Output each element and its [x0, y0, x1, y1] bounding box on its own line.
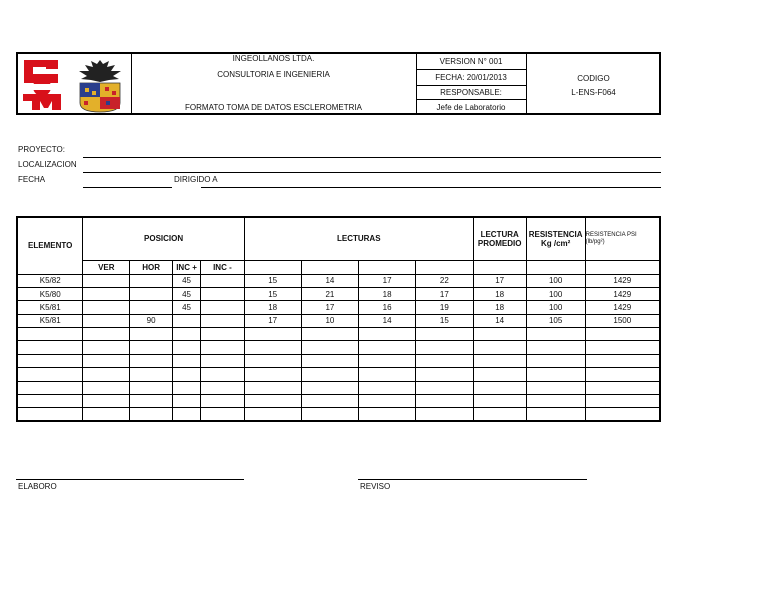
table-row [17, 287, 660, 300]
table-cell[interactable]: 100 [526, 287, 585, 300]
table-cell[interactable] [416, 354, 474, 367]
table-cell[interactable] [301, 354, 359, 367]
table-cell[interactable]: 17 [301, 301, 359, 314]
subheader-ver: VER [83, 260, 130, 274]
table-cell[interactable] [526, 328, 585, 341]
header-lectura-promedio-line1: LECTURA [480, 229, 519, 239]
subheader-hor: HOR [130, 260, 173, 274]
table-cell[interactable] [130, 381, 173, 394]
table-cell[interactable] [301, 408, 359, 421]
table-cell[interactable] [416, 395, 474, 408]
table-cell[interactable] [173, 368, 201, 381]
header-elemento: ELEMENTO [17, 217, 83, 274]
table-row [17, 328, 660, 341]
table-row [17, 274, 660, 287]
table-cell[interactable] [473, 395, 526, 408]
table-row [17, 341, 660, 354]
table-cell[interactable] [17, 354, 83, 367]
data-table [16, 216, 661, 422]
table-cell[interactable] [526, 341, 585, 354]
table-cell[interactable] [130, 287, 173, 300]
table-cell[interactable] [473, 328, 526, 341]
proyecto-field[interactable] [83, 157, 661, 158]
table-cell[interactable] [585, 368, 660, 381]
version-label: VERSION N° 001 [439, 57, 503, 66]
table-cell[interactable] [359, 354, 416, 367]
table-cell[interactable] [301, 368, 359, 381]
table-cell[interactable] [244, 408, 301, 421]
header-resistencia-psi-line2: (lb/pg²) [585, 238, 605, 245]
table-row [17, 301, 660, 314]
table-cell[interactable] [200, 341, 244, 354]
table-cell[interactable] [473, 354, 526, 367]
table-cell[interactable] [130, 274, 173, 287]
table-cell[interactable] [173, 354, 201, 367]
table-cell[interactable] [473, 381, 526, 394]
table-row [17, 395, 660, 408]
dirigido-label: DIRIGIDO A [174, 175, 218, 184]
table-cell[interactable]: 15 [244, 274, 301, 287]
table-cell[interactable]: 100 [526, 301, 585, 314]
table-cell[interactable] [173, 314, 201, 327]
company-subtitle: CONSULTORIA E INGENIERIA [217, 70, 330, 79]
table-cell[interactable]: 16 [359, 301, 416, 314]
fecha-label: FECHA [18, 175, 46, 184]
table-cell[interactable] [585, 341, 660, 354]
table-cell[interactable] [473, 368, 526, 381]
table-cell[interactable] [130, 368, 173, 381]
table-cell[interactable] [244, 381, 301, 394]
table-cell[interactable] [17, 328, 83, 341]
table-row [17, 381, 660, 394]
table-cell[interactable]: K5/82 [17, 274, 83, 287]
table-cell[interactable] [130, 328, 173, 341]
crest-emblem [72, 56, 128, 114]
table-cell[interactable] [83, 395, 130, 408]
table-cell[interactable] [200, 354, 244, 367]
table-cell[interactable] [130, 395, 173, 408]
table-cell[interactable] [173, 341, 201, 354]
table-cell[interactable] [526, 408, 585, 421]
table-cell[interactable] [173, 408, 201, 421]
table-cell[interactable] [83, 301, 130, 314]
header-divider [416, 69, 526, 70]
table-cell[interactable]: 1429 [585, 274, 660, 287]
table-cell[interactable] [359, 341, 416, 354]
format-title: FORMATO TOMA DE DATOS ESCLEROMETRIA [185, 103, 362, 112]
table-cell[interactable] [130, 301, 173, 314]
table-row [17, 354, 660, 367]
table-cell[interactable]: 18 [473, 287, 526, 300]
header-divider [526, 54, 527, 113]
subheader-inc-minus: INC - [200, 260, 244, 274]
subheader-empty [244, 260, 301, 274]
table-cell[interactable]: 18 [244, 301, 301, 314]
table-cell[interactable] [200, 395, 244, 408]
table-cell[interactable] [301, 328, 359, 341]
table-cell[interactable] [173, 328, 201, 341]
header-resistencia-psi [585, 217, 660, 260]
table-cell[interactable] [83, 408, 130, 421]
table-cell[interactable]: 105 [526, 314, 585, 327]
table-cell[interactable]: 1429 [585, 301, 660, 314]
table-cell[interactable]: 45 [173, 274, 201, 287]
table-cell[interactable] [17, 395, 83, 408]
table-cell[interactable] [585, 395, 660, 408]
table-cell[interactable] [585, 408, 660, 421]
header-resistencia-psi-line1: RESISTENCIA PSI [585, 231, 637, 238]
elaboro-label: ELABORO [18, 482, 57, 491]
table-cell[interactable]: K5/81 [17, 314, 83, 327]
header-lectura-promedio [473, 217, 526, 260]
table-cell[interactable]: 1429 [585, 287, 660, 300]
table-cell[interactable] [526, 381, 585, 394]
table-cell[interactable] [416, 368, 474, 381]
header-lecturas: LECTURAS [244, 217, 473, 260]
table-cell[interactable] [17, 368, 83, 381]
table-cell[interactable] [301, 341, 359, 354]
localizacion-field[interactable] [83, 172, 661, 173]
table-cell[interactable]: 17 [473, 274, 526, 287]
table-cell[interactable]: 15 [244, 287, 301, 300]
reviso-label: REVISO [360, 482, 391, 491]
table-cell[interactable] [200, 301, 244, 314]
table-cell[interactable] [244, 328, 301, 341]
responsable-label: RESPONSABLE: [440, 88, 502, 97]
table-cell[interactable]: 15 [416, 314, 474, 327]
table-cell[interactable] [130, 408, 173, 421]
table-cell[interactable] [244, 341, 301, 354]
subheader-empty [416, 260, 474, 274]
dirigido-field[interactable] [201, 187, 661, 188]
table-cell[interactable] [173, 395, 201, 408]
subheader-empty [359, 260, 416, 274]
table-cell[interactable] [173, 381, 201, 394]
table-cell[interactable] [416, 341, 474, 354]
header-lectura-promedio-line2: PROMEDIO [477, 238, 522, 248]
table-cell[interactable] [200, 274, 244, 287]
table-cell[interactable] [473, 341, 526, 354]
table-cell[interactable] [200, 314, 244, 327]
header-resistencia-line2: Kg /cm² [540, 238, 571, 248]
table-cell[interactable] [301, 395, 359, 408]
table-cell[interactable]: 14 [473, 314, 526, 327]
table-cell[interactable] [301, 381, 359, 394]
codigo-label: CODIGO [577, 74, 610, 83]
reviso-signature-line[interactable] [358, 479, 587, 480]
table-cell[interactable] [83, 287, 130, 300]
table-cell[interactable] [244, 395, 301, 408]
table-cell[interactable] [83, 314, 130, 327]
table-row [17, 408, 660, 421]
table-cell[interactable] [130, 341, 173, 354]
header-divider [416, 99, 526, 100]
table-cell[interactable] [83, 274, 130, 287]
table-cell[interactable]: K5/81 [17, 301, 83, 314]
table-cell[interactable] [359, 381, 416, 394]
table-cell[interactable] [416, 381, 474, 394]
table-cell[interactable] [244, 368, 301, 381]
subheader-empty [526, 260, 585, 274]
header-divider [416, 85, 526, 86]
table-cell[interactable]: 100 [526, 274, 585, 287]
table-cell[interactable]: 14 [359, 314, 416, 327]
table-cell[interactable]: 45 [173, 301, 201, 314]
table-cell[interactable] [17, 381, 83, 394]
localizacion-label: LOCALIZACION [18, 160, 77, 169]
table-cell[interactable]: 17 [244, 314, 301, 327]
document-header [16, 52, 661, 115]
table-cell[interactable] [200, 287, 244, 300]
date-label: FECHA: 20/01/2013 [435, 73, 507, 82]
table-cell[interactable] [200, 368, 244, 381]
table-cell[interactable]: 90 [130, 314, 173, 327]
table-cell[interactable]: 10 [301, 314, 359, 327]
table-cell[interactable]: 18 [473, 301, 526, 314]
table-cell[interactable]: 18 [359, 287, 416, 300]
company-logo [20, 56, 64, 112]
table-cell[interactable]: 21 [301, 287, 359, 300]
table-row [17, 314, 660, 327]
table-cell[interactable] [585, 381, 660, 394]
table-cell[interactable] [473, 408, 526, 421]
table-cell[interactable] [359, 395, 416, 408]
table-cell[interactable] [359, 408, 416, 421]
subheader-inc-plus: INC + [173, 260, 201, 274]
table-row [17, 368, 660, 381]
table-cell[interactable] [83, 381, 130, 394]
table-cell[interactable] [83, 354, 130, 367]
table-cell[interactable] [17, 408, 83, 421]
table-cell[interactable]: 17 [416, 287, 474, 300]
table-cell[interactable]: 14 [301, 274, 359, 287]
table-cell[interactable] [83, 341, 130, 354]
fecha-field[interactable] [83, 187, 172, 188]
table-cell[interactable]: K5/80 [17, 287, 83, 300]
proyecto-label: PROYECTO: [18, 145, 65, 154]
table-cell[interactable] [526, 395, 585, 408]
table-cell[interactable] [200, 381, 244, 394]
table-cell[interactable] [359, 328, 416, 341]
table-cell[interactable]: 22 [416, 274, 474, 287]
table-cell[interactable]: 17 [359, 274, 416, 287]
responsable-value: Jefe de Laboratorio [436, 103, 506, 112]
table-cell[interactable] [17, 341, 83, 354]
table-cell[interactable] [200, 328, 244, 341]
subheader-empty [473, 260, 526, 274]
table-cell[interactable] [200, 408, 244, 421]
table-cell[interactable] [585, 328, 660, 341]
elaboro-signature-line[interactable] [16, 479, 244, 480]
company-name: INGEOLLANOS LTDA. [232, 54, 315, 63]
table-cell[interactable]: 19 [416, 301, 474, 314]
table-cell[interactable] [416, 328, 474, 341]
table-cell[interactable] [526, 354, 585, 367]
table-cell[interactable]: 1500 [585, 314, 660, 327]
table-cell[interactable] [244, 354, 301, 367]
table-body [17, 274, 660, 421]
header-resistencia [526, 217, 585, 260]
table-cell[interactable] [83, 368, 130, 381]
subheader-empty [301, 260, 359, 274]
table-cell[interactable] [526, 368, 585, 381]
table-cell[interactable] [130, 354, 173, 367]
table-cell[interactable] [416, 408, 474, 421]
codigo-value: L-ENS-F064 [571, 88, 616, 97]
subheader-empty [585, 260, 660, 274]
table-cell[interactable] [359, 368, 416, 381]
table-cell[interactable]: 45 [173, 287, 201, 300]
table-cell[interactable] [585, 354, 660, 367]
header-posicion: POSICION [83, 217, 244, 260]
header-resistencia-line1: RESISTENCIA [528, 229, 583, 239]
table-cell[interactable] [83, 328, 130, 341]
